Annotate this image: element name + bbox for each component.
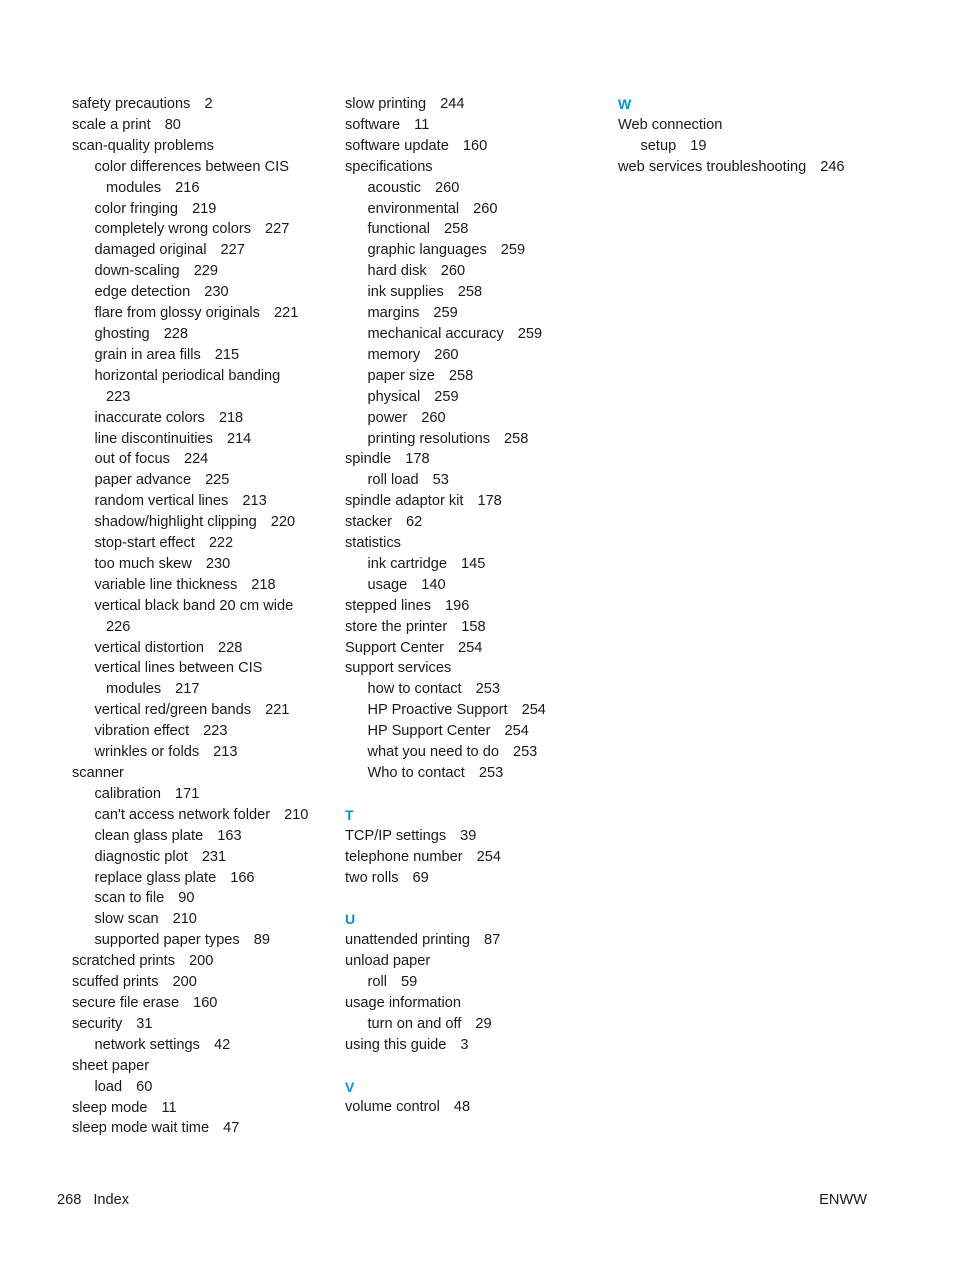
- index-term: usage information: [345, 994, 462, 1011]
- index-subentry: [345, 387, 610, 408]
- page-reference-link[interactable]: 227: [220, 242, 245, 259]
- index-entry: [72, 94, 337, 115]
- index-entry: [345, 993, 610, 1014]
- spacer: [345, 784, 610, 805]
- page-reference-link[interactable]: 178: [477, 493, 502, 510]
- index-subentry: [345, 282, 610, 303]
- page-reference-link[interactable]: 89: [253, 932, 270, 949]
- page-reference-link[interactable]: 260: [473, 200, 498, 217]
- index-term: telephone number: [345, 848, 463, 865]
- index-entry: [618, 115, 918, 136]
- index-entry: [72, 972, 337, 993]
- index-term: what you need to do: [367, 744, 499, 761]
- index-term: specifications: [345, 158, 433, 175]
- index-entry: [72, 115, 337, 136]
- index-term: scratched prints: [72, 953, 176, 970]
- index-subentry: [72, 742, 337, 763]
- page-reference-link[interactable]: 69: [412, 869, 429, 886]
- page-reference-link[interactable]: 3: [460, 1036, 469, 1053]
- index-subentry: [345, 554, 610, 575]
- index-subentry: [72, 533, 337, 554]
- index-term: software update: [345, 137, 449, 154]
- page-reference-link[interactable]: 222: [208, 535, 234, 552]
- page-reference-link[interactable]: 221: [273, 305, 299, 322]
- index-term: color differences between CIS: [94, 158, 289, 175]
- index-continuation: [72, 679, 337, 700]
- index-term: sleep mode: [72, 1099, 148, 1116]
- index-column-1: [72, 94, 337, 1139]
- index-term: supported paper types: [94, 932, 240, 949]
- index-subentry: [72, 157, 337, 178]
- index-subentry: [72, 219, 337, 240]
- index-subentry: [72, 700, 337, 721]
- index-subentry: [72, 805, 337, 826]
- index-letter-heading: V: [345, 1078, 355, 1095]
- index-entry: [345, 617, 610, 638]
- page-reference-link[interactable]: 230: [205, 555, 231, 572]
- index-term: scuffed prints: [72, 974, 159, 991]
- page-reference-link[interactable]: 259: [500, 242, 526, 259]
- index-subentry: [345, 700, 610, 721]
- index-term: line discontinuities: [94, 430, 213, 447]
- index-term: wrinkles or folds: [94, 744, 200, 761]
- index-term: physical: [367, 388, 421, 405]
- page-reference-link[interactable]: 62: [406, 514, 423, 531]
- index-term: Who to contact: [367, 765, 465, 781]
- index-subentry: [72, 1077, 337, 1098]
- page-reference-link[interactable]: 259: [433, 305, 458, 322]
- page-reference-link[interactable]: 11: [161, 1099, 177, 1116]
- page-reference-link[interactable]: 258: [457, 284, 483, 301]
- index-term: sleep mode wait time: [72, 1120, 210, 1137]
- index-term: shadow/highlight clipping: [94, 514, 257, 531]
- index-term: security: [72, 1015, 123, 1032]
- page-reference-link[interactable]: 258: [443, 221, 469, 238]
- page-reference-link[interactable]: 171: [175, 785, 200, 802]
- index-term: scan to file: [94, 890, 165, 907]
- index-subentry: [345, 366, 610, 387]
- index-term: support services: [345, 660, 452, 677]
- index-term: sheet paper: [72, 1057, 150, 1074]
- page-reference-link[interactable]: 214: [226, 430, 252, 447]
- index-subentry: [345, 240, 610, 261]
- index-term: vertical red/green bands: [94, 702, 252, 719]
- index-term: TCP/IP settings: [345, 827, 447, 844]
- index-subentry: [345, 199, 610, 220]
- index-term: down-scaling: [94, 263, 180, 280]
- index-term: inaccurate colors: [94, 409, 205, 426]
- index-subentry: [72, 240, 337, 261]
- index-term: calibration: [94, 785, 162, 802]
- page-reference-link[interactable]: 80: [164, 116, 181, 133]
- index-subentry: [345, 261, 610, 282]
- index-term: can't access network folder: [94, 806, 271, 823]
- footer-page-number: 268: [57, 1192, 82, 1208]
- index-entry: [72, 1056, 337, 1077]
- index-letter-heading: W: [618, 96, 632, 112]
- index-subentry: [72, 429, 337, 450]
- index-term: load: [94, 1078, 123, 1095]
- index-term: ink supplies: [367, 284, 444, 301]
- page-reference-link[interactable]: 223: [106, 388, 131, 405]
- index-subentry: [345, 324, 610, 345]
- index-term: ghosting: [94, 325, 150, 342]
- page-reference-link[interactable]: 230: [204, 284, 229, 301]
- index-term: slow printing: [345, 96, 427, 112]
- page-reference-link[interactable]: 246: [820, 158, 845, 175]
- index-entry: [345, 491, 610, 512]
- index-entry: [345, 658, 610, 679]
- index-subentry: [72, 366, 337, 387]
- index-term: grain in area fills: [94, 346, 201, 363]
- index-term: web services troubleshooting: [618, 158, 807, 175]
- index-subentry: [72, 261, 337, 282]
- page-reference-link[interactable]: 254: [504, 723, 529, 740]
- page-reference-link[interactable]: 200: [172, 974, 197, 991]
- index-term: variable line thickness: [94, 576, 238, 593]
- page-reference-link[interactable]: 244: [440, 96, 465, 112]
- page-reference-link[interactable]: 60: [136, 1078, 153, 1095]
- page-reference-link[interactable]: 258: [448, 367, 474, 384]
- index-column-3: [618, 94, 918, 178]
- index-term: edge detection: [94, 284, 191, 301]
- index-column-2: [345, 94, 610, 1118]
- index-term: HP Support Center: [367, 723, 491, 740]
- index-entry: [72, 1098, 337, 1119]
- index-term: scale a print: [72, 116, 151, 133]
- index-entry: [345, 94, 610, 115]
- index-term: completely wrong colors: [94, 221, 252, 238]
- index-subentry: [72, 408, 337, 429]
- index-term: power: [367, 409, 408, 426]
- index-entry: [345, 533, 610, 554]
- index-subentry: [345, 178, 610, 199]
- index-entry: [345, 449, 610, 470]
- index-term: vertical black band 20 cm wide: [94, 597, 294, 614]
- page-reference-link[interactable]: 163: [217, 827, 242, 844]
- page-reference-link[interactable]: 220: [270, 514, 296, 531]
- index-subentry: [72, 1035, 337, 1056]
- index-continuation: [72, 178, 337, 199]
- index-term: scanner: [72, 765, 124, 781]
- page-reference-link[interactable]: 210: [172, 911, 197, 928]
- index-term: using this guide: [345, 1036, 447, 1053]
- page-reference-link[interactable]: 31: [136, 1015, 153, 1032]
- index-term: vibration effect: [94, 723, 190, 740]
- index-term: vertical lines between CIS: [94, 660, 263, 677]
- page-reference-link[interactable]: 213: [213, 744, 238, 761]
- page-reference-link[interactable]: 254: [457, 639, 483, 656]
- page-reference-link[interactable]: 258: [504, 430, 529, 447]
- index-entry: [345, 951, 610, 972]
- index-entry: [618, 157, 918, 178]
- page-reference-link[interactable]: 218: [251, 576, 276, 593]
- index-letter-heading: T: [345, 806, 354, 823]
- page-reference-link[interactable]: 87: [483, 932, 501, 949]
- index-subentry: [72, 888, 337, 909]
- page-reference-link[interactable]: 140: [421, 576, 446, 593]
- page-reference-link[interactable]: 178: [405, 451, 430, 468]
- index-term: scan-quality problems: [72, 137, 214, 154]
- page-reference-link[interactable]: 259: [434, 388, 459, 405]
- page-reference-link[interactable]: 213: [242, 493, 267, 510]
- index-term: hard disk: [367, 263, 427, 280]
- page-reference-link[interactable]: 260: [421, 409, 446, 426]
- page-reference-link[interactable]: 226: [106, 618, 131, 635]
- index-subentry: [345, 429, 610, 450]
- index-subentry: [72, 324, 337, 345]
- index-subentry: [72, 470, 337, 491]
- index-term: network settings: [94, 1036, 200, 1053]
- page-reference-link[interactable]: 200: [189, 953, 214, 970]
- index-subentry: [72, 658, 337, 679]
- page-reference-link[interactable]: 231: [201, 848, 227, 865]
- index-entry: [72, 951, 337, 972]
- index-term: diagnostic plot: [94, 848, 188, 865]
- index-subentry: [345, 408, 610, 429]
- index-subentry: [72, 554, 337, 575]
- page-reference-link[interactable]: 47: [223, 1120, 240, 1137]
- index-term: secure file erase: [72, 994, 180, 1011]
- index-term: setup: [640, 137, 677, 154]
- index-entry: [345, 157, 610, 178]
- index-subentry: [72, 847, 337, 868]
- index-entry: [72, 763, 337, 784]
- index-subentry: [345, 972, 610, 993]
- index-term: slow scan: [94, 911, 159, 928]
- page-reference-link[interactable]: 160: [462, 137, 488, 154]
- index-entry: [345, 596, 610, 617]
- index-entry: [72, 1014, 337, 1035]
- index-term: too much skew: [94, 555, 192, 572]
- index-term: damaged original: [94, 242, 207, 259]
- page-reference-link[interactable]: 260: [435, 179, 460, 196]
- spacer: [345, 888, 610, 909]
- index-term: stacker: [345, 514, 393, 531]
- index-term: clean glass plate: [94, 827, 204, 844]
- index-term: margins: [367, 305, 420, 322]
- page-reference-link[interactable]: 166: [230, 869, 255, 886]
- page-reference-link[interactable]: 253: [475, 681, 500, 698]
- index-subentry: [72, 721, 337, 742]
- index-term: paper advance: [94, 472, 192, 489]
- page-reference-link[interactable]: 217: [175, 681, 200, 698]
- page-reference-link[interactable]: 11: [414, 116, 430, 133]
- index-subentry: [345, 679, 610, 700]
- page-reference-link[interactable]: 210: [284, 806, 309, 823]
- index-subentry: [345, 742, 610, 763]
- page-reference-link[interactable]: 19: [690, 137, 707, 154]
- index-term: horizontal periodical banding: [94, 367, 281, 384]
- index-subentry: [72, 491, 337, 512]
- index-term: unload paper: [345, 953, 431, 970]
- page-reference-link[interactable]: 216: [175, 179, 200, 196]
- index-term: store the printer: [345, 618, 448, 635]
- index-entry: [345, 847, 610, 868]
- index-subentry: [345, 303, 610, 324]
- index-subentry: [72, 638, 337, 659]
- index-term: mechanical accuracy: [367, 325, 504, 342]
- page-reference-link[interactable]: 224: [183, 451, 209, 468]
- index-term: flare from glossy originals: [94, 305, 260, 322]
- index-subentry: [72, 345, 337, 366]
- index-subentry: [618, 136, 918, 157]
- index-subentry: [72, 909, 337, 930]
- page-reference-link[interactable]: 29: [475, 1015, 492, 1032]
- index-subentry: [72, 575, 337, 596]
- index-term: spindle: [345, 451, 392, 468]
- index-subentry: [72, 868, 337, 889]
- index-subentry: [72, 199, 337, 220]
- index-entry: [345, 868, 610, 889]
- index-subentry: [345, 345, 610, 366]
- index-term: stepped lines: [345, 597, 432, 614]
- spacer: [345, 1056, 610, 1077]
- index-letter-heading: U: [345, 911, 356, 928]
- page-reference-link[interactable]: 259: [517, 325, 543, 342]
- index-continuation: [72, 387, 337, 408]
- footer-left: [57, 1192, 129, 1208]
- index-term: vertical distortion: [94, 639, 204, 656]
- page-reference-link[interactable]: 2: [204, 96, 213, 112]
- page-reference-link[interactable]: 90: [178, 890, 195, 907]
- index-entry: [345, 115, 610, 136]
- page-reference-link[interactable]: 253: [512, 744, 538, 761]
- index-entry: [345, 826, 610, 847]
- index-term: environmental: [367, 200, 460, 217]
- index-term: how to contact: [367, 681, 462, 698]
- page-reference-link[interactable]: 158: [461, 618, 486, 635]
- index-term: paper size: [367, 367, 435, 384]
- index-term: graphic languages: [367, 242, 487, 259]
- index-term: out of focus: [94, 451, 170, 468]
- index-subentry: [345, 763, 610, 784]
- index-subentry: [72, 303, 337, 324]
- page-reference-link[interactable]: 53: [432, 472, 449, 489]
- index-term: unattended printing: [345, 932, 470, 949]
- page-reference-link[interactable]: 48: [453, 1099, 471, 1116]
- page-reference-link[interactable]: 260: [434, 346, 459, 363]
- footer-right: ENWW: [819, 1192, 867, 1208]
- index-term: random vertical lines: [94, 493, 229, 510]
- index-subentry: [72, 596, 337, 617]
- index-subentry: [72, 449, 337, 470]
- index-term: roll: [367, 974, 387, 991]
- page-reference-link[interactable]: 223: [203, 723, 228, 740]
- index-term: Support Center: [345, 639, 444, 656]
- index-term: printing resolutions: [367, 430, 490, 447]
- index-subentry: [345, 721, 610, 742]
- index-term: acoustic: [367, 179, 422, 196]
- index-subentry: [72, 512, 337, 533]
- page-reference-link[interactable]: 254: [521, 702, 546, 719]
- index-term: functional: [367, 221, 430, 238]
- index-term: memory: [367, 346, 421, 363]
- index-term: stop-start effect: [94, 535, 195, 552]
- page-reference-link[interactable]: 228: [218, 639, 243, 656]
- index-term: two rolls: [345, 869, 399, 886]
- page-reference-link[interactable]: 215: [214, 346, 240, 363]
- page-reference-link[interactable]: 145: [461, 555, 486, 572]
- index-term: statistics: [345, 535, 401, 552]
- index-subentry: [72, 826, 337, 847]
- index-term: turn on and off: [367, 1015, 462, 1032]
- page-reference-link[interactable]: 59: [400, 974, 418, 991]
- page-reference-link[interactable]: 221: [265, 702, 290, 719]
- index-term: software: [345, 116, 401, 133]
- page-reference-link[interactable]: 225: [205, 472, 230, 489]
- index-continuation: [72, 617, 337, 638]
- index-term: roll load: [367, 472, 419, 489]
- index-term: HP Proactive Support: [367, 702, 508, 719]
- page-reference-link[interactable]: 160: [193, 994, 218, 1011]
- page-reference-link[interactable]: 260: [440, 263, 466, 280]
- page-reference-link[interactable]: 254: [476, 848, 502, 865]
- index-term: safety precautions: [72, 96, 191, 112]
- footer-section: Index: [93, 1192, 130, 1208]
- index-subentry: [72, 930, 337, 951]
- index-term: modules: [106, 681, 162, 698]
- page-reference-link[interactable]: 218: [218, 409, 244, 426]
- index-entry: [345, 1035, 610, 1056]
- page-reference-link[interactable]: 39: [460, 827, 477, 844]
- index-subentry: [345, 575, 610, 596]
- index-entry: [345, 638, 610, 659]
- index-term: modules: [106, 179, 162, 196]
- index-subentry: [345, 1014, 610, 1035]
- index-entry: [345, 512, 610, 533]
- index-entry: [72, 1118, 337, 1139]
- page-reference-link[interactable]: 227: [265, 221, 290, 238]
- index-subentry: [345, 219, 610, 240]
- index-term: Web connection: [618, 116, 723, 133]
- page-reference-link[interactable]: 228: [163, 325, 189, 342]
- index-subentry: [345, 470, 610, 491]
- index-term: volume control: [345, 1099, 440, 1116]
- page-reference-link[interactable]: 42: [213, 1036, 231, 1053]
- index-entry: [72, 993, 337, 1014]
- page-reference-link[interactable]: 219: [192, 200, 217, 217]
- index-subentry: [72, 282, 337, 303]
- index-term: usage: [367, 576, 408, 593]
- index-term: spindle adaptor kit: [345, 493, 464, 510]
- index-entry: [345, 136, 610, 157]
- index-entry: [345, 930, 610, 951]
- index-subentry: [72, 784, 337, 805]
- index-term: ink cartridge: [367, 555, 447, 572]
- index-entry: [345, 1097, 610, 1118]
- index-term: replace glass plate: [94, 869, 217, 886]
- page-reference-link[interactable]: 253: [478, 765, 504, 781]
- page-reference-link[interactable]: 196: [445, 597, 470, 614]
- index-entry: [72, 136, 337, 157]
- index-term: color fringing: [94, 200, 179, 217]
- page-reference-link[interactable]: 229: [193, 263, 219, 280]
